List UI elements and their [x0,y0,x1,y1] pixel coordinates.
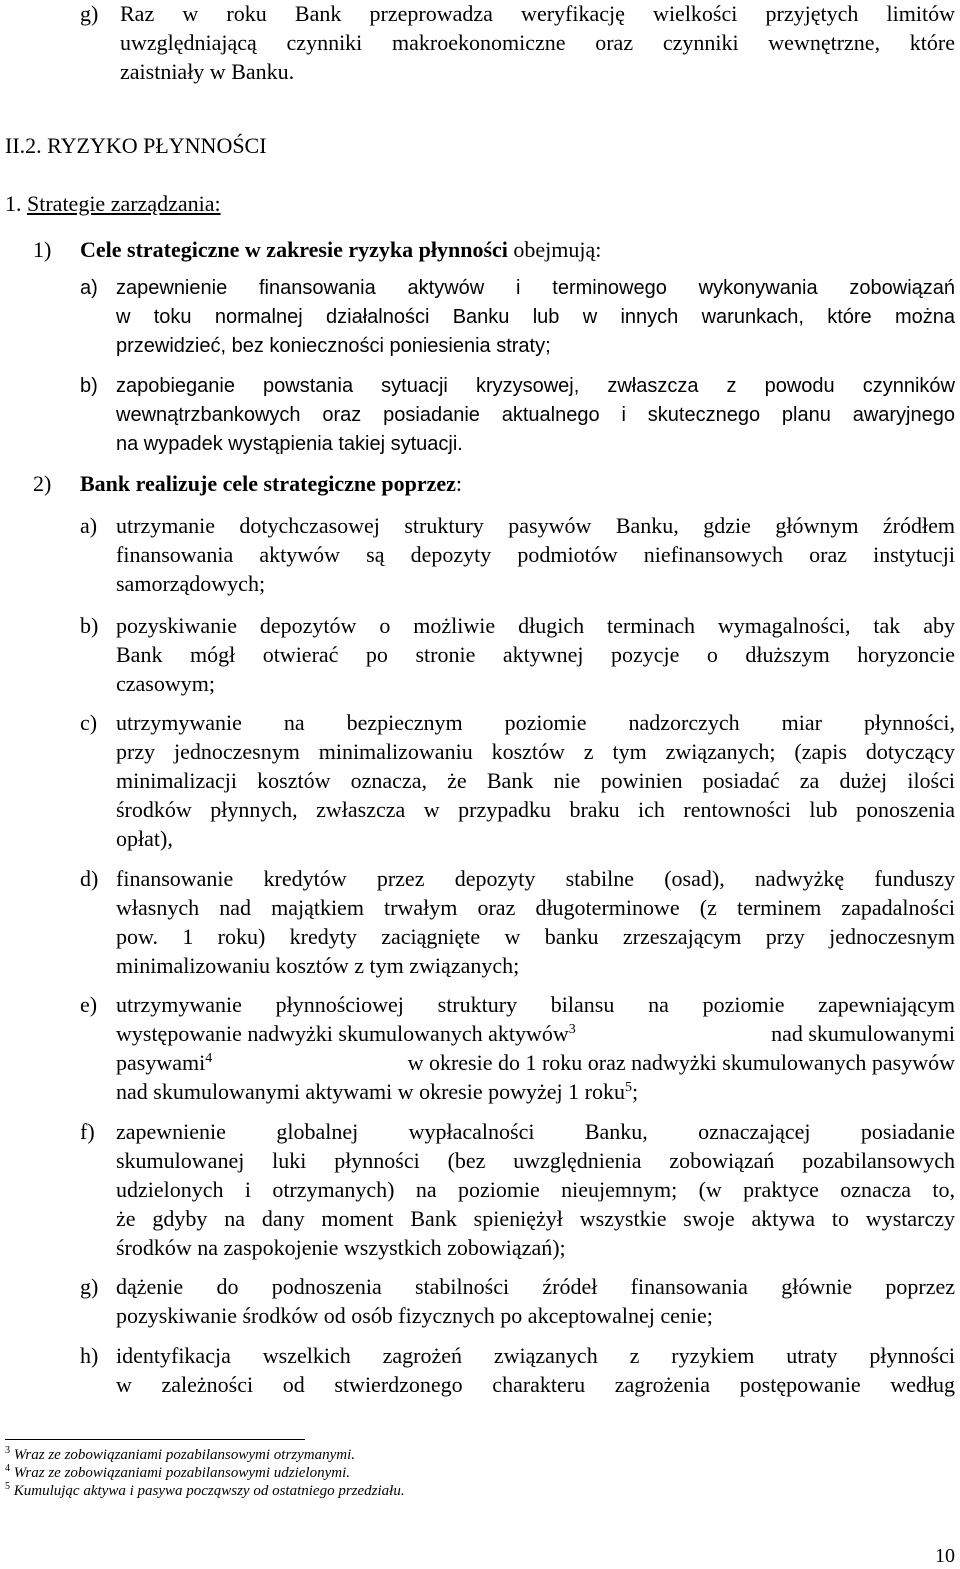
footnote [5,1464,350,1482]
line-segment: w okresie do 1 roku oraz nadwyżki skumulowanych pasywów [407,1050,955,1075]
point-heading-rest: obejmują: [507,237,602,262]
paragraph-line: skumulowanej luki płynności (bez uwzględnienia zobowiązań pozabilansowych [116,1148,955,1173]
item-marker: e) [80,992,98,1017]
footnote-number: 5 [5,1481,10,1492]
subsection-title: Strategie zarządzania: [27,191,221,216]
paragraph-line: zapewnienie finansowania aktywów i terminowego wykonywania zobowiązań [116,277,955,299]
paragraph-line: wewnątrzbankowych oraz posiadanie aktualnego i skutecznego planu awaryjnego [116,404,955,426]
line-text: ; [631,1079,639,1104]
footnote-number: 4 [5,1463,10,1474]
paragraph-line: czasowym; [116,671,215,696]
paragraph-line: że gdyby na dany moment Bank spieniężył wszystkie swoje aktywa to wystarczy [116,1206,955,1231]
paragraph-line: utrzymywanie płynnościowej struktury bilansu na poziomie zapewniającym [116,992,955,1017]
paragraph-line: w zależności od stwierdzonego charakteru zagrożenia postępowanie według [116,1372,955,1397]
paragraph-line: udzielonych i otrzymanych) na poziomie nieujemnym; (w praktyce oznacza to, [116,1177,955,1202]
footnote-text: Kumulując aktywa i pasywa począwszy od ostatniego przedziału. [13,1483,405,1499]
paragraph-line: przy jednoczesnym minimalizowaniu kosztów z tym związanych; (zapis dotyczący [116,739,955,764]
footnote-text: Wraz ze zobowiązaniami pozabilansowymi udzielonymi. [13,1465,351,1481]
line-segment: nad skumulowanymi [771,1021,955,1046]
paragraph-line: zapewnienie globalnej wypłacalności Banku, oznaczającej posiadanie [116,1119,955,1144]
point-heading [80,471,462,497]
item-marker: b) [80,375,98,397]
item-marker: c) [80,710,98,735]
item-marker: g) [80,1,99,26]
paragraph-line: minimalizowaniu kosztów z tym związanych; [116,953,520,978]
paragraph-line: identyfikacja wszelkich zagrożeń związanych z ryzykiem utraty płynności [116,1343,955,1368]
item-marker: d) [80,866,99,891]
paragraph-line: Raz w roku Bank przeprowadza weryfikację wielkości przyjętych limitów [120,1,955,26]
paragraph-line [116,1079,638,1105]
paragraph-line: pozyskiwanie środków od osób fizycznych po akceptowalnej cenie; [116,1303,713,1328]
point-heading-rest: : [455,471,463,496]
paragraph-line [116,1021,955,1047]
footnote-ref: 3 [568,1022,576,1037]
footnote-text: Wraz ze zobowiązaniami pozabilansowymi otrzymanymi. [13,1447,356,1463]
footnote-separator [5,1439,305,1440]
paragraph-line: finansowania aktywów są depozyty podmiotów niefinansowych oraz instytucji [116,542,955,567]
line-text: nad skumulowanymi aktywami w okresie powyżej 1 roku [116,1079,625,1104]
point-heading [80,237,601,263]
paragraph-line: utrzymywanie na bezpiecznym poziomie nadzorczych miar płynności, [116,710,955,735]
line-segment [116,1021,576,1047]
paragraph-line: w toku normalnej działalności Banku lub w innych warunkach, które można [116,306,955,328]
paragraph-line: pozyskiwanie depozytów o możliwie długich terminach wymagalności, tak aby [116,613,955,638]
footnote-ref: 5 [624,1080,632,1095]
footnote [5,1446,355,1464]
paragraph-line: utrzymanie dotychczasowej struktury pasywów Banku, gdzie głównym źródłem [116,513,955,538]
line-text: pasywami [116,1050,206,1075]
paragraph-line: zapobieganie powstania sytuacji kryzysowej, zwłaszcza z powodu czynników [116,375,955,397]
paragraph-line: finansowanie kredytów przez depozyty stabilne (osad), nadwyżkę funduszy [116,866,955,891]
item-marker: f) [80,1119,95,1144]
paragraph-line: opłat), [116,826,173,851]
paragraph-line: uwzględniającą czynniki makroekonomiczne oraz czynniki wewnętrzne, które [120,30,955,55]
footnote-ref: 4 [205,1051,213,1066]
line-segment [116,1050,212,1076]
point-marker: 2) [33,471,52,496]
subsection-number: 1. [5,191,22,216]
footnote-number: 3 [5,1445,10,1456]
paragraph-line: na wypadek wystąpienia takiej sytuacji. [116,433,463,455]
paragraph-line: własnych nad majątkiem trwałym oraz długoterminowe (z terminem zapadalności [116,895,955,920]
footnote [5,1482,405,1500]
item-marker: a) [80,277,98,299]
paragraph-line: zaistniały w Banku. [120,59,295,84]
paragraph-line: Bank mógł otwierać po stronie aktywnej pozycje o dłuższym horyzoncie [116,642,955,667]
section-title: II.2. RYZYKO PŁYNNOŚCI [5,133,267,158]
paragraph-line: środków na zaspokojenie wszystkich zobowiązań); [116,1235,566,1260]
item-marker: g) [80,1274,99,1299]
point-heading-bold: Cele strategiczne w zakresie ryzyka płynności [80,237,508,262]
item-marker: a) [80,513,98,538]
point-marker: 1) [33,237,52,262]
paragraph-line: pow. 1 roku) kredyty zaciągnięte w banku zrzeszającym przy jednoczesnym [116,924,955,949]
subsection-heading [5,191,221,217]
paragraph-line [116,1050,955,1076]
paragraph-line: środków płynnych, zwłaszcza w przypadku braku ich rentowności lub ponoszenia [116,797,955,822]
item-marker: h) [80,1343,99,1368]
paragraph-line: dążenie do podnoszenia stabilności źródeł finansowania głównie poprzez [116,1274,955,1299]
paragraph-line: minimalizacji kosztów oznacza, że Bank nie powinien posiadać za dużej ilości [116,768,955,793]
paragraph-line: przewidzieć, bez konieczności poniesienia straty; [116,335,551,357]
paragraph-line: samorządowych; [116,571,266,596]
point-heading-bold: Bank realizuje cele strategiczne poprzez [80,471,456,496]
item-marker: b) [80,613,99,638]
line-text: występowanie nadwyżki skumulowanych aktywów [116,1021,569,1046]
page-number: 10 [935,1545,955,1567]
